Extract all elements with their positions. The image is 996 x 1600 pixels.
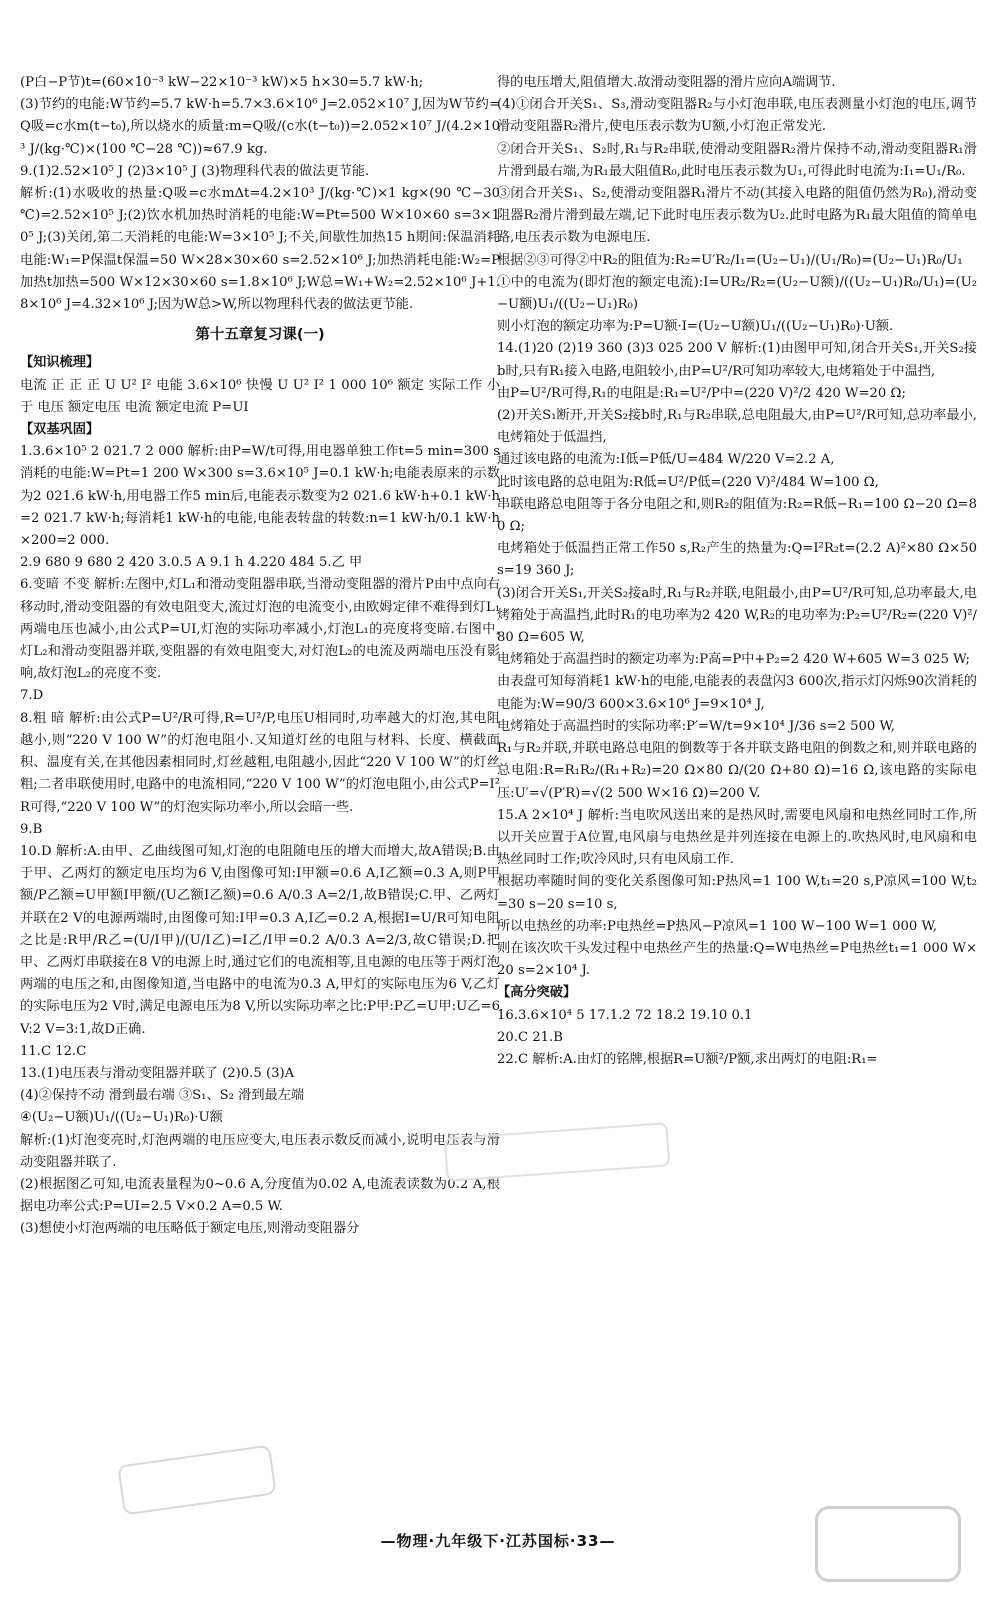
text-line: 13.(1)电压表与滑动变阻器并联了 (2)0.5 (3)A (20, 1065, 295, 1081)
text-line: 6.变暗 不变 解析:左图中,灯L₁和滑动变阻器串联,当滑动变阻器的滑片P由中点向右移动时,滑动变阻器的有效电阻变大,流过灯泡的电流变小,由欧姆定律不难得到灯L₁两端电压也减小,由公式P=UI,灯泡的实际功率减小,灯泡L₁的亮度将变暗.右图中,灯L₂和滑动变阻器并联,变阻器的有效电阻变大,对灯泡L₂的电流及两端电压没有影响,故灯泡L₂的亮度不变. (20, 577, 500, 682)
text-line: 15.A 2×10⁴ J 解析:当电吹风送出来的是热风时,需要电风扇和电热丝同时工作,所以开关应置于A位置,电风扇与电热丝是并列连接在电源上的.吹热风时,电风扇和电热丝同时工作;吹冷风时,只有电风扇工作. (497, 807, 977, 868)
text-line: 由表盘可知每消耗1 kW·h的电能,电能表的表盘闪3 600次,指示灯闪烁90次消耗的电能为:W=90/3 600×3.6×10⁶ J=9×10⁴ J, (497, 674, 977, 712)
text-line: 通过该电路的电流为:I低=P低/U=484 W/220 V=2.2 A, (497, 452, 835, 468)
section-tag: 【双基巩固】 (20, 422, 100, 438)
text-line: 9.B (20, 821, 43, 837)
text-line: (2)根据图乙可知,电流表量程为0~0.6 A,分度值为0.02 A,电流表读数为0.2 A,根据电功率公式:P=UI=2.5 V×0.2 A=0.5 W. (20, 1176, 500, 1215)
text-line: 16.3.6×10⁴ 5 17.1.2 72 18.2 19.10 0.1 (497, 1007, 753, 1023)
text-line: (P白−P节)t=(60×10⁻³ kW−22×10⁻³ kW)×5 h×30=5.7 kW·h; (20, 75, 424, 90)
text-line: 2.9 680 9 680 2 420 3.0.5 A 9.1 h 4.220 484 5.乙 甲 (20, 555, 363, 571)
text-line: ③闭合开关S₁、S₂,使滑动变阻器R₁滑片不动(其接入电路的阻值仍然为R₀),滑动变阻器R₂滑片滑到最左端,记下此时电压表示数为U₂.此时电路为R₁最大阻值的简单电路,电压表示数为电源电压. (497, 186, 977, 246)
text-line: 解析:(1)水吸收的热量:Q吸=c水mΔt=4.2×10³ J/(kg·℃)×1 kg×(90 ℃−30 ℃)=2.52×10⁵ J;(2)饮水机加热时消耗的电能:W=Pt=500 W×10×60 s=3×10⁵ J;(3)关闭,第二天消耗的电能:W=3×10⁵ J;不关,间歇性加热15 h期间:保温消耗电能:W₁=P保温t保温=50 W×28×30×60 s=2.52×10⁶ J;加热消耗电能:W₂=P加热t加热=500 W×12×30×60 s=1.8×10⁶ J;W总=W₁+W₂=2.52×10⁶ J+1.8×10⁶ J=4.32×10⁶ J;因为W总>W,所以物理科代表的做法更节能. (20, 186, 500, 313)
chapter-heading: 第十五章复习课(一) (195, 327, 325, 344)
text-line: 1.3.6×10⁵ 2 021.7 2 000 解析:由P=W/t可得,用电器单独工作t=5 min=300 s消耗的电能:W=Pt=1 200 W×300 s=3.6×10⁵ J=0.1 kW·h;电能表原来的示数为2 021.6 kW·h,用电器工作5 min后,电能表示数变为2 021.6 kW·h+0.1 kW·h=2 021.7 kW·h;每消耗1 kW·h的电能,电能表转盘的转数:n=1 kW·h/0.1 kW·h×200=2 000. (20, 444, 500, 549)
text-line: (3)闭合开关S₁,开关S₂接a时,R₁与R₂并联,电阻最小,由P=U²/R可知,总功率最大,电烤箱处于高温挡,此时R₁的电功率为2 420 W,R₂的电功率为:P₂=U²/R₂=(220 V)²/80 Ω=605 W, (497, 585, 977, 646)
text-line: 根据功率随时间的变化关系图像可知:P热风=1 100 W,t₁=20 s,P凉风=100 W,t₂=30 s−20 s=10 s, (497, 874, 977, 912)
text-line: 22.C 解析:A.由灯的铭牌,根据R=U额²/P额,求出两灯的电阻:R₁= (497, 1051, 878, 1067)
text-line: 根据②③可得②中R₂的阻值为:R₂=U′R₂/I₁=(U₂−U₁)/(U₁/R₀)=(U₂−U₁)R₀/U₁ (497, 252, 963, 268)
section-tag: 【高分突破】 (497, 985, 577, 1001)
text-line: 此时该电路的总电阻为:R低=U²/P低=(220 V)²/484 W=100 Ω, (497, 474, 879, 490)
text-line: ④(U₂−U额)U₁/((U₂−U₁)R₀)·U额 (20, 1110, 223, 1126)
text-line: 20.C 21.B (497, 1029, 563, 1045)
text-line: (4)①闭合开关S₁、S₃,滑动变阻器R₂与小灯泡串联,电压表测量小灯泡的电压,调节滑动变阻器R₂滑片,使电压表示数为U额,小灯泡正常发光. (497, 97, 977, 135)
text-line: 8.粗 暗 解析:由公式P=U²/R可得,R=U²/P,电压U相同时,功率越大的灯泡,其电阻越小,则“220 V 100 W”的灯泡电阻小.又知道灯丝的电阻与材料、长度、横截面积、温度有关,在其他因素相同时,灯丝越粗,电阻越小,因此“220 V 100 W”的灯丝粗;二者串联使用时,电路中的电流相同,“220 V 100 W”的灯泡电阻小,由公式P=I²R可得,“220 V 100 W”的灯泡实际功率小,所以会暗一些. (20, 710, 500, 815)
text-line: (2)开关S₁断开,开关S₂接b时,R₁与R₂串联,总电阻最大,由P=U²/R可知,总功率最小,电烤箱处于低温挡, (497, 408, 977, 446)
text-line: (4)②保持不动 滑到最右端 ③S₁、S₂ 滑到最左端 (20, 1088, 305, 1104)
text-line: 电烤箱处于高温挡时的额定功率为:P高=P中+P₂=2 420 W+605 W=3 025 W; (497, 652, 970, 668)
left-column (20, 72, 500, 1512)
text-line: 14.(1)20 (2)19 360 (3)3 025 200 V 解析:(1)由图甲可知,闭合开关S₁,开关S₂接b时,只有R₁接入电路,电阻较小,由P=U²/R可知功率较大,电烤箱处于中温挡, (497, 341, 977, 379)
text-line: (3)节约的电能:W节约=5.7 kW·h=5.7×3.6×10⁶ J=2.052×10⁷ J,因为W节约=Q吸=c水m(t−t₀),所以烧水的质量:m=Q吸/(c水(t−t₀))=2.052×10⁷ J/(4.2×10³ J/(kg·℃)×(100 ℃−28 ℃))≈67.9 kg. (20, 97, 500, 157)
text-line: 串联电路总电阻等于各分电阻之和,则R₂的阻值为:R₂=R低−R₁=100 Ω−20 Ω=80 Ω; (497, 496, 977, 535)
text-line: 电流 正 正 正 U U² I² 电能 3.6×10⁶ 快慢 U U² I² 1 000 10⁶ 额定 实际工作 小于 电压 额定电压 电流 额定电流 P=UI (20, 377, 500, 415)
text-line: 电烤箱处于高温挡时的实际功率:P′=W/t=9×10⁴ J/36 s=2 500 W, (497, 718, 895, 734)
text-line: 电烤箱处于低温挡正常工作50 s,R₂产生的热量为:Q=I²R₂t=(2.2 A)²×80 Ω×50 s=19 360 J; (497, 541, 977, 579)
text-line: 则小灯泡的额定功率为:P=U额·I=(U₂−U额)U₁/((U₂−U₁)R₀)·U额. (497, 319, 894, 335)
text-line: ②闭合开关S₁、S₂时,R₁与R₂串联,使滑动变阻器R₂滑片保持不动,滑动变阻器R₁滑片滑到最右端,为R₁最大阻值R₀,此时电压表示数为U₁,可得此时电流为:I₁=U₁/R₀. (497, 141, 977, 179)
section-tag: 【知识梳理】 (20, 355, 100, 371)
text-line: 则在该次吹干头发过程中电热丝产生的热量:Q=W电热丝=P电热丝t₁=1 000 W×20 s=2×10⁴ J. (497, 940, 977, 979)
text-line: 解析:(1)灯泡变亮时,灯泡两端的电压应变大,电压表示数反而减小,说明电压表与滑动变阻器并联了. (20, 1132, 500, 1170)
text-line: R₁与R₂并联,并联电路总电阻的倒数等于各并联支路电阻的倒数之和,则并联电路的总电阻:R=R₁R₂/(R₁+R₂)=20 Ω×80 Ω/(20 Ω+80 Ω)=16 Ω,该电路的实际电压:U′=√(P′R)=√(2 500 W×16 Ω)=200 V. (497, 741, 977, 801)
text-line: 9.(1)2.52×10⁵ J (2)3×10⁵ J (3)物理科代表的做法更节能. (20, 163, 370, 179)
text-line: (3)想使小灯泡两端的电压略低于额定电压,则滑动变阻器分 (20, 1221, 360, 1237)
text-line: 所以电热丝的功率:P电热丝=P热风−P凉风=1 100 W−100 W=1 000 W, (497, 918, 937, 934)
text-line: 11.C 12.C (20, 1043, 87, 1059)
text-line: ①中的电流为(即灯泡的额定电流):I=UR₂/R₂=(U₂−U额)/((U₂−U₁)R₀/U₁)=(U₂−U额)U₁/((U₂−U₁)R₀) (497, 274, 977, 313)
right-column (497, 72, 977, 1512)
text-line: 7.D (20, 688, 44, 704)
text-line: 由P=U²/R可得,R₁的电阻是:R₁=U²/P中=(220 V)²/2 420 W=20 Ω; (497, 385, 906, 401)
text-line: 得的电压增大,阻值增大.故滑动变阻器的滑片应向A端调节. (497, 75, 836, 90)
page-footer: —物理·九年级下·江苏国标·33— (380, 1532, 616, 1550)
text-line: 10.D 解析:A.由甲、乙曲线图可知,灯泡的电阻随电压的增大而增大,故A错误;B.由于甲、乙两灯的额定电压均为6 V,由图像可知:I甲额=0.6 A,I乙额=0.3 A,则P甲额/P乙额=U甲额I甲额/(U乙额I乙额)=0.6 A/0.3 A=2/1,故B错误;C.甲、乙两灯并联在2 V的电源两端时,由图像可知:I甲=0.3 A,I乙=0.2 A,根据I=U/R可知电阻之比是:R甲/R乙=(U/I甲)/(U/I乙)=I乙/I甲=0.2 A/0.3 A=2/3,故C错误;D.把甲、乙两灯串联接在8 V的电源上时,通过它们的电流相等,且电源的电压等于两灯泡两端的电压之和,由图像知道,当电路中的电流为0.3 A,甲灯的实际电压为6 V,乙灯的实际电压为2 V时,满足电源电压为8 V,所以实际功率之比:P甲:P乙=U甲:U乙=6 V:2 V=3:1,故D正确. (20, 843, 500, 1037)
